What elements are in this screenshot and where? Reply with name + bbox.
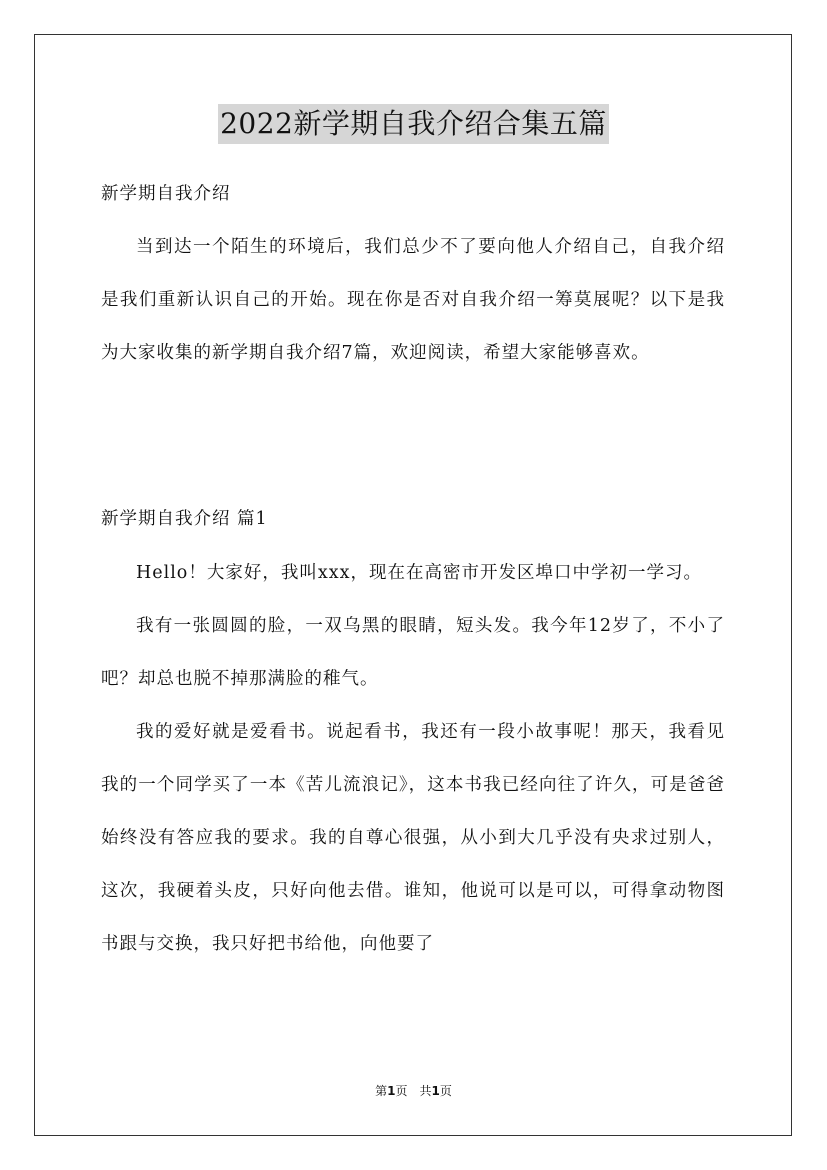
page-suffix: 页 bbox=[439, 1084, 452, 1098]
intro-heading: 新学期自我介绍 bbox=[101, 184, 231, 204]
section-1-heading: 新学期自我介绍 篇1 bbox=[101, 509, 268, 529]
title-container bbox=[0, 104, 827, 144]
intro-paragraph: 当到达一个陌生的环境后，我们总少不了要向他人介绍自己，自我介绍是我们重新认识自己的开始。现在你是否对自我介绍一筹莫展呢？以下是我为大家收集的新学期自我介绍7篇，欢迎阅读，希望大家能够喜欢。 bbox=[101, 237, 725, 363]
section-1 bbox=[101, 506, 725, 532]
page-prefix: 第 bbox=[375, 1084, 388, 1098]
page-footer bbox=[0, 1083, 827, 1099]
section-1-paragraph: Hello！大家好，我叫xxx，现在在高密市开发区埠口中学初一学习。 bbox=[136, 563, 702, 583]
total-pages-number: 1 bbox=[431, 1084, 440, 1098]
intro-section bbox=[101, 181, 725, 207]
page-mid: 页 共 bbox=[395, 1084, 432, 1098]
current-page-number: 1 bbox=[387, 1084, 396, 1098]
intro-body bbox=[101, 221, 725, 380]
document-title: 2022新学期自我介绍合集五篇 bbox=[218, 104, 609, 144]
section-1-paragraph: 我有一张圆圆的脸，一双乌黑的眼睛，短头发。我今年12岁了，不小了吧？却总也脱不掉那满脸的稚气。 bbox=[101, 616, 725, 689]
section-1-body bbox=[101, 547, 725, 971]
section-1-paragraph: 我的爱好就是爱看书。说起看书，我还有一段小故事呢！那天，我看见我的一个同学买了一本《苦儿流浪记》，这本书我已经向往了许久，可是爸爸始终没有答应我的要求。我的自尊心很强，从小到大几乎没有央求过别人，这次，我硬着头皮，只好向他去借。谁知，他说可以是可以，可得拿动物图书跟与交换，我只好把书给他，向他要了 bbox=[101, 722, 725, 954]
